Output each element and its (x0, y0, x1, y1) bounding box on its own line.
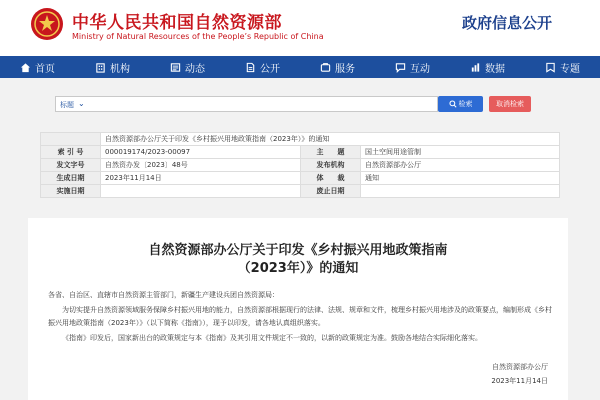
nav-item-label: 动态 (185, 63, 205, 75)
effective-date-value (101, 185, 301, 198)
nav-item-topics[interactable] (525, 56, 600, 78)
nav-item-label: 数据 (485, 63, 505, 75)
service-icon (320, 62, 331, 73)
document-title-line2: （2023年）》的通知 (237, 261, 359, 276)
topic-icon (545, 62, 556, 73)
table-row (41, 185, 560, 198)
news-icon (170, 62, 181, 73)
document-info-table (40, 132, 560, 198)
index-value: 000019174/2023-00097 (101, 146, 301, 159)
nav-item-interaction[interactable] (375, 56, 450, 78)
nav-item-organization[interactable] (75, 56, 150, 78)
document-title-line1: 自然资源部办公厅关于印发《乡村振兴用地政策指南 (148, 243, 448, 258)
home-icon (20, 62, 31, 73)
table-row (41, 172, 560, 185)
nav-item-label: 机构 (110, 63, 130, 75)
expiry-date-value (361, 185, 560, 198)
site-name-en: Ministry of Natural Resources of the People’s Republic of China (72, 32, 324, 41)
title-value: 自然资源部办公厅关于印发《乡村振兴用地政策指南（2023年）》的通知 (101, 133, 560, 146)
topic-value: 国土空间用途管制 (361, 146, 560, 159)
cancel-search-button[interactable]: 取消检索 (489, 96, 531, 112)
site-name[interactable]: 中华人民共和国自然资源部 (72, 13, 282, 33)
nav-item-news[interactable] (150, 56, 225, 78)
doc-no-label: 发文字号 (41, 159, 101, 172)
expiry-date-label: 废止日期 (301, 185, 361, 198)
building-icon (95, 62, 106, 73)
topic-label: 主 题 (301, 146, 361, 159)
signature-org: 自然资源部办公厅 (492, 363, 548, 371)
date-label: 生成日期 (41, 172, 101, 185)
nav-item-service[interactable] (300, 56, 375, 78)
paragraph-1: 为切实提升自然资源领域服务保障乡村振兴用地的能力，自然资源部根据现行的法律、法规、规章和文件，梳理乡村振兴用地涉及的政策要点，编制形成《乡村振兴用地政策指南（2023年）》（以下简称《指南》），现予以印发，请各地认真组织落实。 (48, 306, 552, 327)
paragraph-2: 《指南》印发后，国家新出台的政策规定与本《指南》及其引用文件规定不一致的，以新的政策规定为准。鼓励各地结合实际细化落实。 (62, 334, 482, 342)
search-button[interactable] (438, 96, 483, 112)
chat-icon (395, 62, 406, 73)
search-button-label: 检索 (458, 100, 473, 108)
search-field-select[interactable] (55, 96, 438, 112)
nav-item-label: 服务 (335, 63, 355, 75)
issuer-label: 发布机构 (301, 159, 361, 172)
nav-item-disclosure[interactable] (225, 56, 300, 78)
issuer-value: 自然资源部办公厅 (361, 159, 560, 172)
data-icon (470, 62, 481, 73)
document-icon (245, 62, 256, 73)
gov-info-title[interactable]: 政府信息公开 (461, 14, 552, 32)
effective-date-label: 实施日期 (41, 185, 101, 198)
main-nav (0, 56, 600, 78)
chevron-down-icon: ⌄ (78, 99, 85, 108)
document-title (28, 242, 568, 278)
nav-item-label: 公开 (260, 63, 280, 75)
genre-label: 体 裁 (301, 172, 361, 185)
title-label (41, 133, 101, 146)
nav-item-label: 首页 (35, 63, 55, 75)
date-value: 2023年11月14日 (101, 172, 301, 185)
main-area (0, 78, 600, 400)
genre-value: 通知 (361, 172, 560, 185)
nav-item-data[interactable] (450, 56, 525, 78)
nav-item-label: 互动 (410, 63, 430, 75)
salutation: 各省、自治区、直辖市自然资源主管部门，新疆生产建设兵团自然资源局： (48, 291, 279, 299)
table-row (41, 159, 560, 172)
document-content (28, 218, 568, 400)
table-row (41, 133, 560, 146)
national-emblem-icon[interactable] (30, 7, 64, 41)
nav-item-label: 专题 (560, 63, 580, 75)
search-icon (449, 100, 457, 108)
signature-date: 2023年11月14日 (491, 377, 548, 385)
doc-no-value: 自然资办发〔2023〕48号 (101, 159, 301, 172)
nav-item-home[interactable] (0, 56, 75, 78)
search-field-value: 标题 (60, 101, 74, 109)
index-label: 索 引 号 (41, 146, 101, 159)
table-row (41, 146, 560, 159)
site-header (0, 0, 600, 56)
